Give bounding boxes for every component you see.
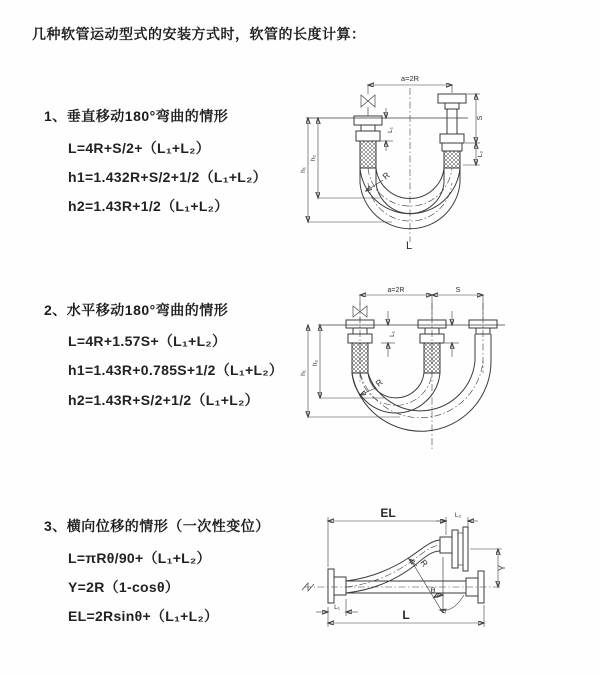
left-fitting: [354, 116, 382, 168]
dimension-l2: [436, 512, 478, 529]
dim-label-h1: h₁: [300, 167, 307, 173]
section-2-heading: 2、水平移动180°弯曲的情形: [44, 302, 229, 318]
middle-fitting: [418, 320, 446, 373]
dimension-s: [463, 94, 484, 165]
upper-flange: [440, 527, 468, 571]
dim-label-a2r: a=2R: [387, 287, 405, 294]
dim-label-a2r: a=2R: [400, 74, 420, 83]
page-title: 几种软管运动型式的安装方式时，软管的长度计算：: [32, 26, 366, 42]
section-3-heading: 3、横向位移的情形（一次性变位）: [44, 518, 270, 534]
dim-label-l1: L₁: [387, 127, 394, 133]
dim-label-theta: θ: [430, 586, 436, 595]
formula-line: L=4R+1.57S+（L₁+L₂）: [68, 333, 227, 349]
dimension-h1-h2: [300, 118, 392, 222]
formula-line: Y=2R（1-cosθ）: [68, 579, 180, 595]
diagram-lateral-displacement: [300, 505, 600, 665]
radius-leader: [366, 170, 392, 191]
dim-label-l2: L₂: [477, 150, 484, 158]
hose-bend: [352, 361, 491, 431]
dim-label-h2: h₂: [310, 154, 317, 162]
dimension-l1: [380, 108, 394, 151]
dim-label-s: S: [477, 115, 484, 121]
dim-label-el: EL: [380, 506, 396, 520]
section-1-heading: 1、垂直移动180°弯曲的情形: [44, 108, 229, 124]
dim-label-l2: L₂: [454, 512, 462, 519]
dimension-l1: [316, 599, 358, 616]
dim-label-l1: L₁: [334, 604, 340, 611]
dim-label-h2: h₂: [312, 359, 319, 367]
dim-label-l: L: [402, 608, 410, 622]
dimension-y: [470, 549, 507, 587]
formula-line: h1=1.43R+0.785S+1/2（L₁+L₂）: [68, 362, 284, 378]
dimension-h1-h2: [300, 325, 400, 417]
dim-label-l: L: [405, 240, 413, 252]
formula-line: h2=1.43R+1/2（L₁+L₂）: [68, 198, 229, 214]
dimension-el: [328, 506, 446, 567]
formula-line: L=4R+S/2+（L₁+L₂）: [68, 140, 211, 156]
dim-label-r: R: [373, 376, 385, 389]
diagram-vertical-bend: [300, 70, 590, 260]
dimension-a2r-s: [360, 287, 483, 319]
formula-line: h1=1.432R+S/2+1/2（L₁+L₂）: [68, 169, 267, 185]
left-fitting: [346, 320, 374, 373]
right-fitting: [438, 94, 466, 168]
valve-icon: [361, 95, 375, 116]
dim-label-s: S: [455, 287, 461, 294]
formula-line: L=πRθ/90+（L₁+L₂）: [68, 550, 211, 566]
dim-label-y: Y: [497, 564, 507, 572]
dim-label-l1: L₁: [389, 331, 396, 337]
dim-label-r: R: [380, 169, 392, 182]
dimension-l: [328, 605, 484, 627]
formula-line: h2=1.43R+S/2+1/2（L₁+L₂）: [68, 392, 259, 408]
dim-label-h1: h₁: [300, 370, 307, 376]
formula-line: EL=2Rsinθ+（L₁+L₂）: [68, 608, 219, 624]
diagram-horizontal-bend: [300, 283, 590, 458]
dim-label-r: R: [418, 557, 431, 569]
